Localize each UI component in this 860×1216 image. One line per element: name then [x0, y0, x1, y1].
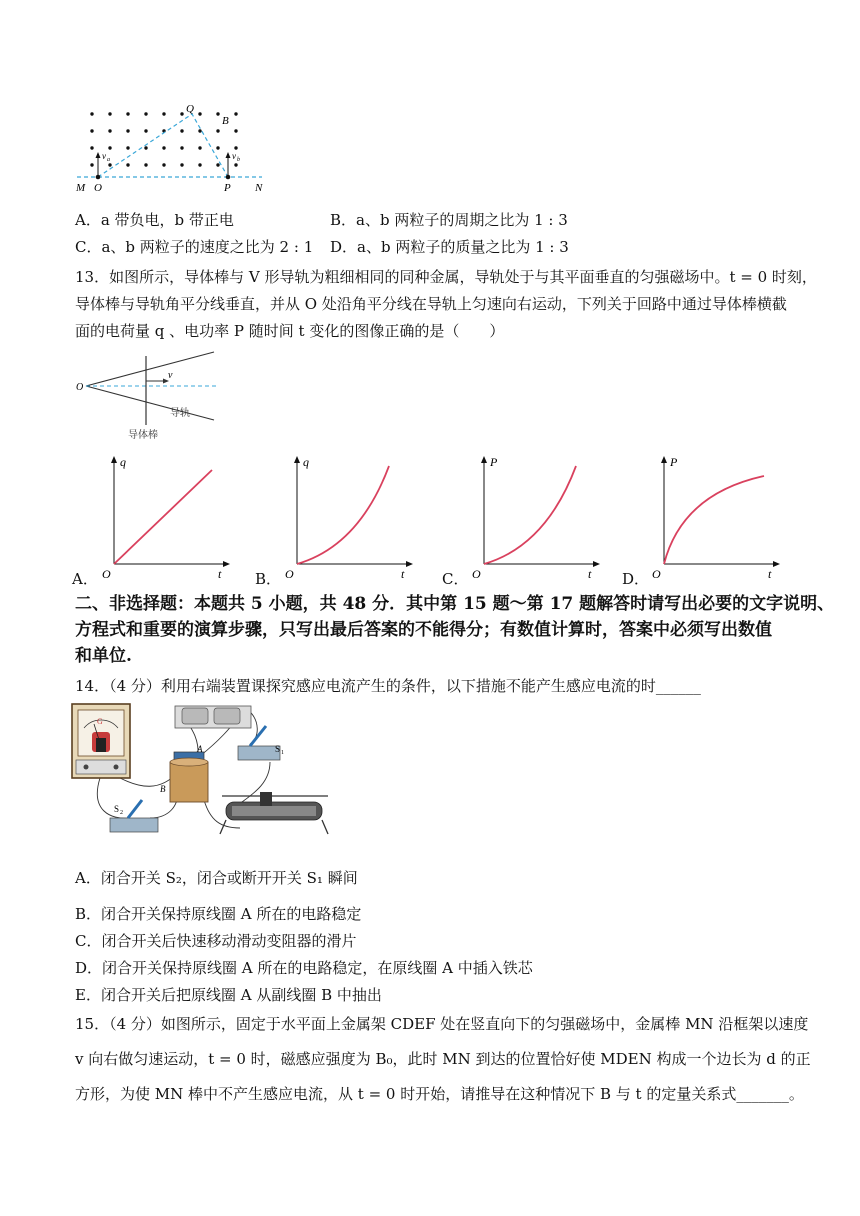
q12-option-b: B．a、b 两粒子的周期之比为 1 : 3: [330, 211, 568, 229]
graph-curve: [484, 466, 576, 564]
q13-graph: [76, 452, 241, 587]
q13-graph-option-label: D．: [622, 570, 650, 588]
q13-text-line3: 面的电荷量 q 、电功率 P 随时间 t 变化的图像正确的是（ ）: [75, 322, 505, 340]
q13-graph-option-label: A．: [72, 570, 98, 588]
particle-trajectory: [98, 114, 228, 177]
graph-xlabel: t: [588, 567, 592, 581]
graph-ylabel: q: [120, 455, 126, 469]
q13-graph: [259, 452, 424, 587]
q12-option-a: A．a 带负电，b 带正电: [75, 211, 234, 229]
svg-text:S: S: [114, 804, 120, 814]
q15-text-line3: 方形，为使 MN 棒中不产生感应电流，从 t = 0 时开始，请推导在这种情况下 B 与 t 的定量关系式_______。: [75, 1085, 804, 1103]
graph-curve: [114, 470, 212, 564]
label-B: B: [222, 115, 229, 127]
q13-v-rail-figure: [74, 348, 224, 440]
q14-apparatus-figure: [70, 700, 340, 838]
q13-graph-option-label: C．: [442, 570, 469, 588]
label-N: N: [255, 182, 263, 194]
graph-curve: [664, 476, 764, 564]
section2-line2: 方程式和重要的演算步骤，只写出最后答案的不能得分；有数值计算时，答案中必须写出数值: [75, 620, 772, 640]
svg-text:1: 1: [281, 750, 284, 756]
q14-option-c: C．闭合开关后快速移动滑动变阻器的滑片: [75, 932, 357, 950]
label-P: P: [224, 182, 231, 194]
svg-text:G: G: [97, 717, 103, 726]
battery-box: [175, 706, 251, 728]
galvanometer: [72, 704, 130, 778]
q13-graph: [446, 452, 611, 587]
magnetic-field-dots: [90, 112, 237, 166]
graph-ylabel: q: [303, 455, 309, 469]
rail-lower: [86, 386, 214, 420]
q14-option-b: B．闭合开关保持原线圈 A 所在的电路稳定: [75, 905, 362, 923]
graph-origin: O: [102, 567, 111, 581]
graph-origin: O: [285, 567, 294, 581]
q15-text-line2: v 向右做匀速运动，t = 0 时，磁感应强度为 B₀，此时 MN 到达的位置恰好使 MDEN 构成一个边长为 d 的正: [75, 1050, 811, 1068]
coils-a-b: [160, 744, 208, 802]
q13-text-line2: 导体棒与导轨角平分线垂直，并从 O 处沿角平分线在导轨上匀速向右运动，下列关于回路中通过导体棒横截: [75, 295, 787, 313]
label-v: v: [168, 370, 173, 381]
q13-graph: [626, 452, 791, 587]
svg-text:2: 2: [120, 810, 123, 816]
label-O: O: [94, 182, 102, 194]
graph-curve: [297, 466, 389, 564]
q13-text-line1: 13．如图所示，导体棒与 V 形导轨为粗细相同的同种金属，导轨处于与其平面垂直的匀强磁场中。t = 0 时刻，: [75, 268, 817, 286]
graph-xlabel: t: [218, 567, 222, 581]
graph-ylabel: P: [490, 455, 498, 469]
svg-text:b: b: [237, 157, 240, 163]
label-O: O: [76, 382, 84, 393]
q14-option-e: E．闭合开关后把原线圈 A 从副线圈 B 中抽出: [75, 986, 382, 1004]
svg-text:A: A: [197, 744, 203, 754]
switch-s1: [238, 726, 284, 760]
graph-xlabel: t: [768, 567, 772, 581]
q15-text-line1: 15．（4 分）如图所示，固定于水平面上金属架 CDEF 处在竖直向下的匀强磁场中，金属棒 MN 沿框架以速度: [75, 1015, 809, 1033]
label-Q: Q: [186, 103, 194, 115]
svg-text:B: B: [160, 784, 166, 794]
graph-ylabel: P: [670, 455, 678, 469]
graph-origin: O: [652, 567, 661, 581]
q12-option-c: C．a、b 两粒子的速度之比为 2 : 1: [75, 238, 314, 256]
graph-origin: O: [472, 567, 481, 581]
q12-option-d: D．a、b 两粒子的质量之比为 1 : 3: [330, 238, 569, 256]
svg-text:a: a: [107, 157, 110, 163]
graph-xlabel: t: [401, 567, 405, 581]
q12-magnetic-field-figure: [72, 100, 272, 195]
label-M: M: [76, 182, 86, 194]
label-rail: 导轨: [170, 408, 190, 419]
label-rod: 导体棒: [128, 430, 158, 440]
label-va: v: [102, 151, 106, 161]
section2-line3: 和单位.: [75, 646, 132, 666]
svg-text:S: S: [275, 744, 281, 754]
q14-text: 14．（4 分）利用右端装置课探究感应电流产生的条件，以下措施不能产生感应电流的时______: [75, 677, 701, 695]
q13-graph-option-label: B．: [255, 570, 282, 588]
label-vb: v: [232, 151, 236, 161]
q14-option-a: A．闭合开关 S₂，闭合或断开开关 S₁ 瞬间: [75, 869, 358, 887]
switch-s2: [110, 800, 158, 832]
q14-option-d: D．闭合开关保持原线圈 A 所在的电路稳定，在原线圈 A 中插入铁芯: [75, 959, 533, 977]
section2-line1: 二、非选择题：本题共 5 小题，共 48 分．其中第 15 题～第 17 题解答时请写出必要的文字说明、: [75, 594, 835, 614]
